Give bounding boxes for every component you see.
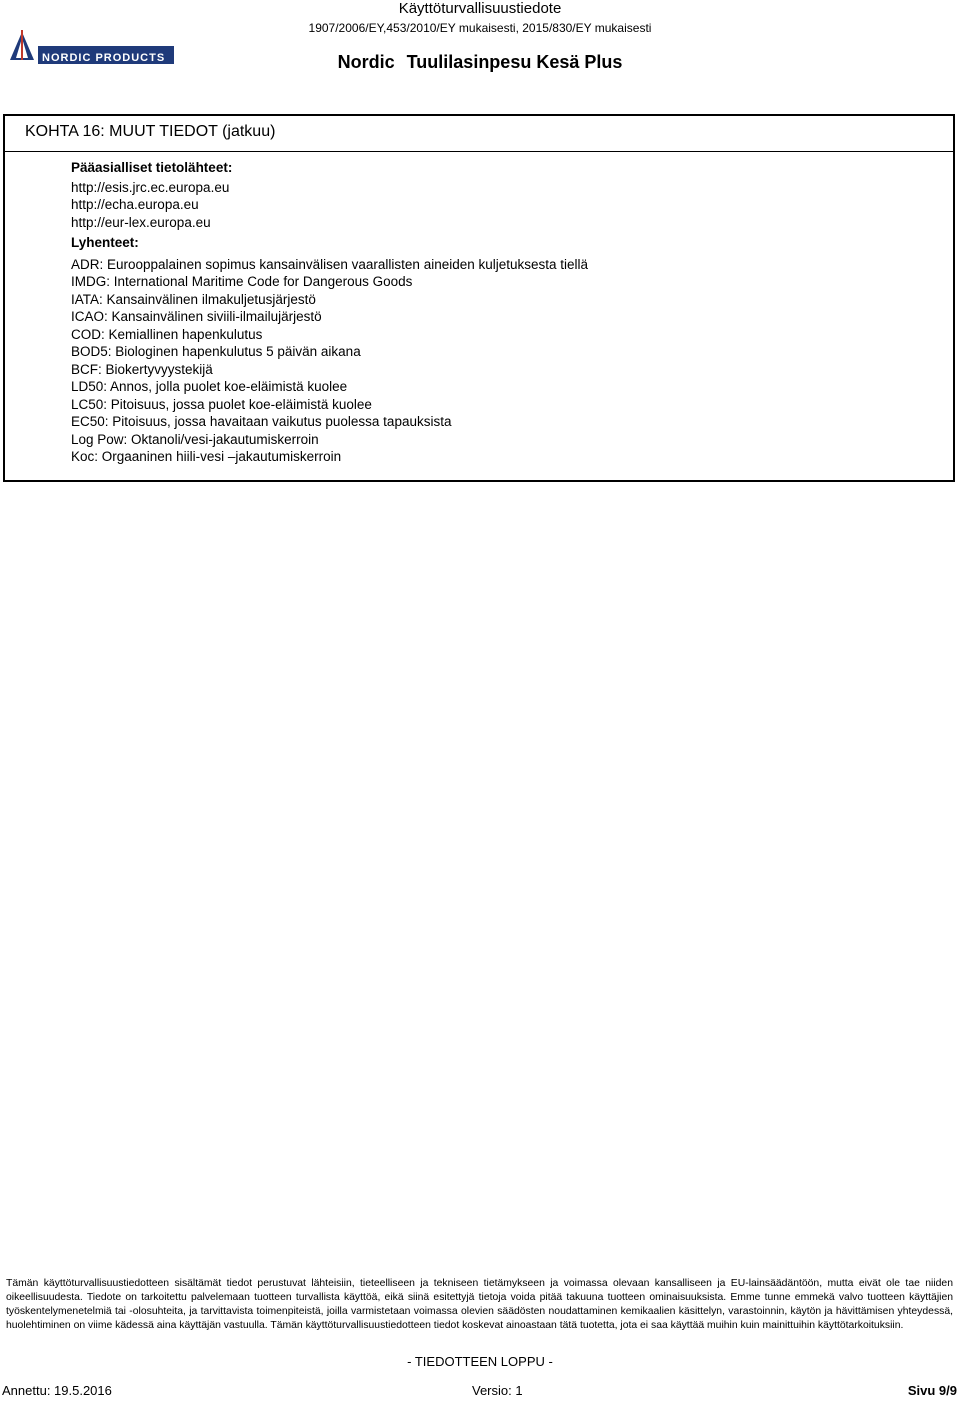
abbreviation-item: IATA: Kansainvälinen ilmakuljetusjärjestö (71, 291, 316, 307)
abbreviation-item: BOD5: Biologinen hapenkulutus 5 päivän aikana (71, 344, 361, 359)
abbreviation-item: Log Pow: Oktanoli/vesi-jakautumiskerroin (71, 431, 319, 447)
abbreviation-item: EC50: Pitoisuus, jossa havaitaan vaikutus puolessa tapauksista (71, 414, 452, 429)
page-number: Sivu 9/9 (907, 1383, 957, 1398)
end-of-document-note: - TIEDOTTEEN LOPPU - (407, 1354, 553, 1369)
regulation-reference: 1907/2006/EY,453/2010/EY mukaisesti, 2015/830/EY mukaisesti (308, 21, 652, 35)
issue-date: Annettu: 19.5.2016 (2, 1383, 112, 1398)
abbreviation-item: ICAO: Kansainvälinen siviili-ilmailujärjestö (71, 309, 322, 324)
section-16-box (3, 114, 955, 482)
section-title: KOHTA 16: MUUT TIEDOT (jatkuu) (25, 123, 276, 140)
abbreviation-item: IMDG: International Maritime Code for Dangerous Goods (71, 274, 413, 289)
product-name (310, 51, 650, 73)
logo-mark-icon (8, 30, 178, 70)
source-link[interactable]: http://eur-lex.europa.eu (71, 214, 211, 230)
disclaimer-text: Tämän käyttöturvallisuustiedotteen sisältämät tiedot perustuvat lähteisiin, tieteelliseen ja tekniseen tietämykseen ja voimassa olevaan kansalliseen ja EU-lainsäädäntöön, mutta eivät ole tae niiden oikeellisuudesta. Tiedote on tarkoitettu palvelemaan tuotteen turvallista käyttöä, eikä siinä esitettyjä tietoja voida pitää takuuna tuotteen ominaisuuksista. Emme tunne emmekä valvo tuotteen käyttäjien työskentelymenetelmiä tai -olosuhteita, ja tarvittavista toimenpiteistä, joilla varmistetaan voimassa olevien säädösten noudattaminen kemikaalien käsittelyn, varastoinnin, käytön ja hävittämisen yhteydessä, huolehtiminen on viime kädessä aina käyttäjän vastuulla. Tämän käyttöturvallisuustiedotteen tiedot koskevat ainoastaan tätä tuotetta, jota ei saa käyttää muihin kuin mainittuihin käyttötarkoituksiin. (6, 1278, 953, 1331)
abbreviation-item: LC50: Pitoisuus, jossa puolet koe-eläimistä kuolee (71, 396, 372, 412)
source-link[interactable]: http://echa.europa.eu (71, 197, 199, 212)
abbreviations-label: Lyhenteet: (71, 235, 139, 250)
section-header (5, 116, 953, 152)
logo-text: NORDIC PRODUCTS (42, 52, 166, 64)
document-title: Käyttöturvallisuustiedote (398, 0, 562, 17)
source-link[interactable]: http://esis.jrc.ec.europa.eu (71, 179, 230, 195)
section-content (71, 159, 588, 466)
company-logo (8, 30, 178, 70)
abbreviation-item: ADR: Eurooppalainen sopimus kansainvälisen vaarallisten aineiden kuljetuksesta tiellä (71, 256, 589, 272)
abbreviation-item: BCF: Biokertyvyystekijä (71, 361, 213, 377)
brand-name: Nordic (337, 52, 395, 72)
version-number: Versio: 1 (472, 1383, 523, 1398)
abbreviation-item: COD: Kemiallinen hapenkulutus (71, 326, 263, 342)
abbreviation-item: LD50: Annos, jolla puolet koe-eläimistä kuolee (71, 379, 348, 394)
abbreviation-item: Koc: Orgaaninen hiili-vesi –jakautumiskerroin (71, 449, 342, 464)
product-title: Tuulilasinpesu Kesä Plus (406, 52, 623, 72)
sources-label: Pääasialliset tietolähteet: (71, 160, 233, 175)
